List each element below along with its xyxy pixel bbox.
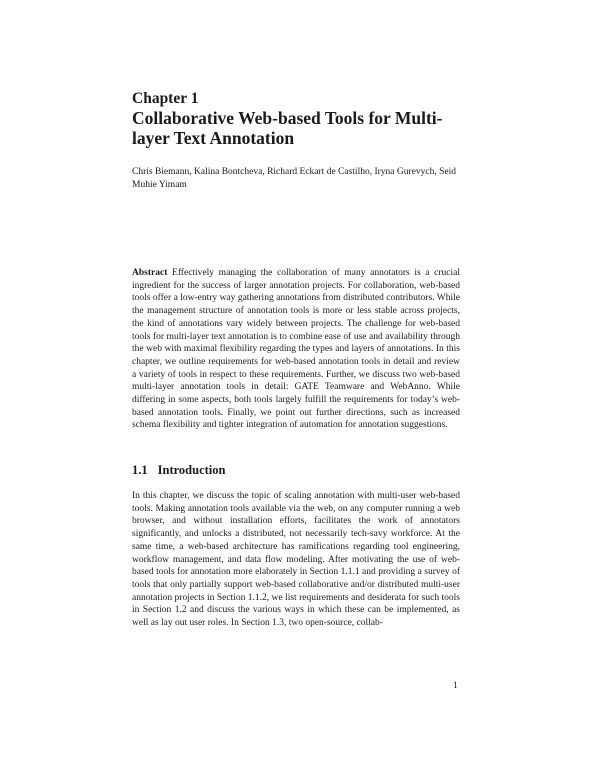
author-list: Chris Biemann, Kalina Bontcheva, Richard Eckart de Castilho, Iryna Gurevych, Seid Muhie Yimam xyxy=(132,167,456,190)
chapter-title: Collaborative Web-based Tools for Multi-layer Text Annotation xyxy=(132,108,443,148)
section-number: 1.1 xyxy=(132,463,148,477)
abstract-label: Abstract xyxy=(132,268,168,278)
section-title: Introduction xyxy=(157,463,226,477)
chapter-label: Chapter 1 xyxy=(132,90,199,107)
abstract-text: Effectively managing the collaboration of many annotators is a crucial ingredient for the success of larger annotation projects. For collaboration, web-based tools offer a low-entry way gathering annotations from distributed contributors. While the management structure of annotation tools is more or less stable across projects, the kind of annotations vary widely between projects. The challenge for web-based tools for multi-layer text annotation is to combine ease of use and availability through the web with maximal flexibility regarding the types and layers of annotations. In this chapter, we outline requirements for web-based annotation tools in detail and review a variety of tools in respect to these requirements. Further, we discuss two web-based multi-layer annotation tools in detail: GATE Teamware and WebAnno. While differing in some aspects, both tools largely fulfill the requirements for today’s web-based annotation tools. Finally, we point out further directions, such as increased schema flexibility and tighter integration of automation for annotation suggestions. xyxy=(132,268,461,431)
abstract xyxy=(132,267,460,432)
page-number: 1 xyxy=(453,681,458,691)
body-paragraph: In this chapter, we discuss the topic of scaling annotation with multi-user web-based tools. Making annotation tools available via the web, on any computer running a web browser, and without installation efforts, facilitates the work of annotators significantly, and unlocks a distributed, not necessarily tech-savy workforce. At the same time, a web-based architecture has ramifications regarding tool engineering, workflow management, and data flow modeling. After motivating the use of web-based tools for annotation more elaborately in Section 1.1.1 and providing a survey of tools that only partially support web-based collaborative and/or distributed multi-user annotation projects in Section 1.1.2, we list requirements and desiderata for such tools in Section 1.2 and discuss the various ways in which these can be implemented, as well as lay out user roles. In Section 1.3, two open-source, collab- xyxy=(132,491,460,629)
section-heading xyxy=(132,463,225,478)
